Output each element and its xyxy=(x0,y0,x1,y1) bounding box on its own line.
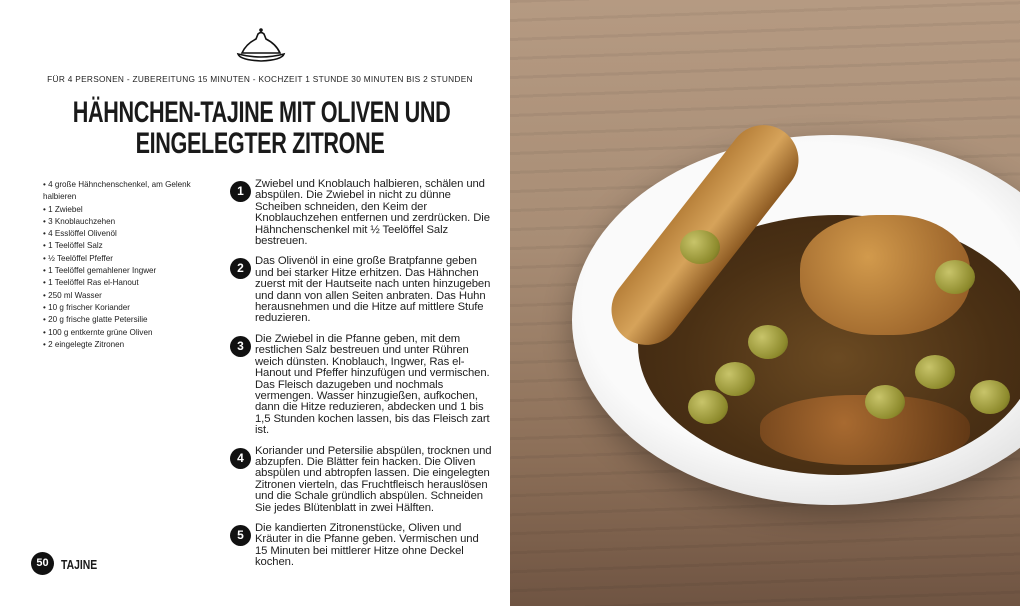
tajine-icon xyxy=(236,26,286,64)
dish-photo xyxy=(510,0,1020,606)
olive xyxy=(688,390,728,424)
recipe-meta: FÜR 4 PERSONEN - ZUBEREITUNG 15 MINUTEN - KOCHZEIT 1 STUNDE 30 MINUTEN BIS 2 STUNDEN xyxy=(47,74,473,84)
step-5 xyxy=(230,523,492,569)
step-list xyxy=(230,179,492,578)
section-label: TAJINE xyxy=(61,557,98,572)
ingredient: • 2 eingelegte Zitronen xyxy=(43,339,215,351)
step-text: Koriander und Petersilie abspülen, trocknen und abzupfen. Die Blätter fein hacken. Die Oliven abspülen und abtropfen lassen. Die eingelegten Zitronen vierteln, das Fruchtfleisch herauslösen und die Schale gründlich abspülen. Schneiden Sie jedes Blütenblatt in zwei Hälften. xyxy=(255,444,492,514)
step-3 xyxy=(230,334,492,437)
ingredient: • 250 ml Wasser xyxy=(43,290,215,302)
ingredient: • 1 Teelöffel gemahlener Ingwer xyxy=(43,265,215,277)
olive xyxy=(680,230,720,264)
step-1 xyxy=(230,179,492,247)
olive xyxy=(715,362,755,396)
step-number: 5 xyxy=(230,525,251,546)
step-4 xyxy=(230,446,492,514)
ingredient: • 3 Knoblauchzehen xyxy=(43,216,215,228)
step-text: Die Zwiebel in die Pfanne geben, mit dem restlichen Salz bestreuen und unter Rühren weich dünsten. Knoblauch, Ingwer, Ras el-Hanout und Pfeffer hinzufügen und vermischen. Das Fleisch dazugeben und nochmals vermengen. Wasser hinzugießen, aufkochen, dann die Hitze reduzieren, abdecken und 1 bis 1,5 Stunden kochen lassen, bis das Fleisch zart ist. xyxy=(255,332,490,437)
page-number: 50 xyxy=(31,552,54,575)
ingredient: • 1 Teelöffel Salz xyxy=(43,240,215,252)
olive xyxy=(935,260,975,294)
title-line: HÄHNCHEN-TAJINE MIT OLIVEN UND xyxy=(72,96,451,129)
step-text: Zwiebel und Knoblauch halbieren, schälen und abspülen. Die Zwiebel in nicht zu dünne Scheiben schneiden, den Keim der Knoblauchzehen entfernen und zerdrücken. Die Hähnchenschenkel mit ½ Teelöffel Salz bestreuen. xyxy=(255,178,490,248)
ingredient: • ½ Teelöffel Pfeffer xyxy=(43,253,215,265)
ingredient: • 4 große Hähnchenschenkel, am Gelenk halbieren xyxy=(43,179,215,204)
title-line: EINGELEGTER ZITRONE xyxy=(135,127,385,160)
olive xyxy=(865,385,905,419)
step-number: 1 xyxy=(230,181,251,202)
ingredient: • 1 Zwiebel xyxy=(43,204,215,216)
step-text: Das Olivenöl in eine große Bratpfanne geben und bei starker Hitze erhitzen. Das Hähnchen zuerst mit der Hautseite nach unten hinzugeben und dann von allen Seiten anbraten. Das Huhn herausnehmen und die Hitze auf mittlere Stufe reduzieren. xyxy=(255,255,491,325)
step-number: 4 xyxy=(230,448,251,469)
step-2 xyxy=(230,256,492,324)
olive xyxy=(970,380,1010,414)
ingredient: • 100 g entkernte grüne Oliven xyxy=(43,327,215,339)
ingredient: • 4 Esslöffel Olivenöl xyxy=(43,228,215,240)
olive xyxy=(915,355,955,389)
olive xyxy=(748,325,788,359)
step-number: 2 xyxy=(230,258,251,279)
step-text: Die kandierten Zitronenstücke, Oliven und Kräuter in die Pfanne geben. Vermischen und 15 Minuten bei mittlerer Hitze ohne Deckel kochen. xyxy=(255,521,479,569)
ingredient: • 10 g frischer Koriander xyxy=(43,302,215,314)
ingredient: • 1 Teelöffel Ras el-Hanout xyxy=(43,277,215,289)
recipe-title xyxy=(0,97,520,159)
ingredient-list xyxy=(43,179,215,351)
step-number: 3 xyxy=(230,336,251,357)
ingredient: • 20 g frische glatte Petersilie xyxy=(43,314,215,326)
